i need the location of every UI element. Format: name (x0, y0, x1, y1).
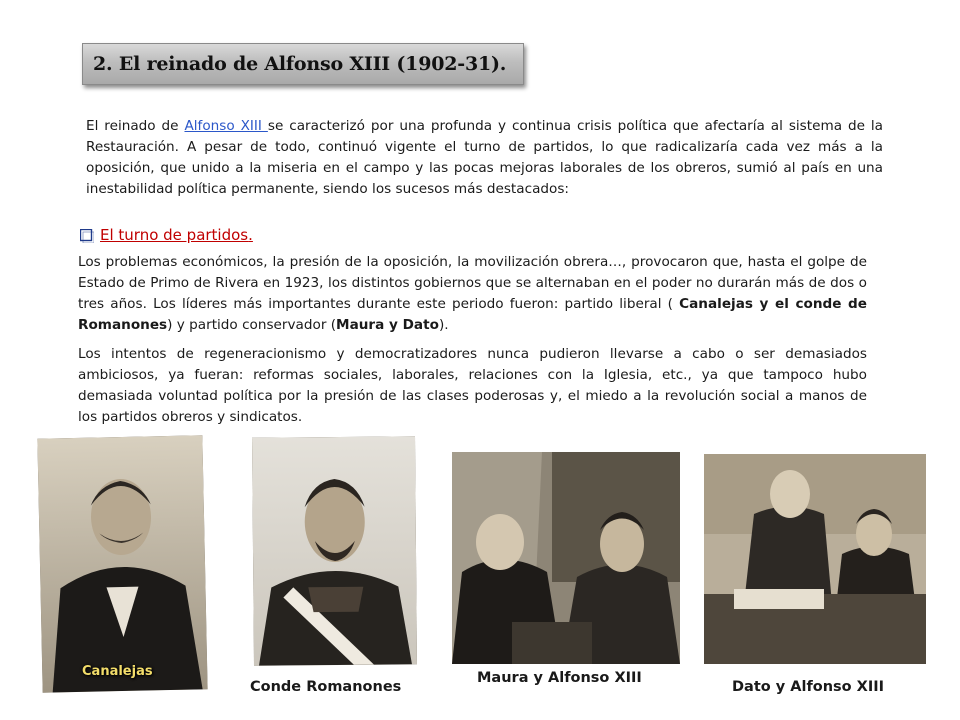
caption-canalejas: Canalejas (82, 664, 153, 679)
caption-romanones: Conde Romanones (250, 679, 402, 695)
checkbox-bullet-icon (80, 228, 94, 242)
photo-romanones (252, 436, 417, 665)
intro-prefix: El reinado de (86, 118, 185, 134)
paragraph-regeneration: Los intentos de regeneracionismo y democratizadores nunca pudieron llevarse a cabo o ser demasiados ambiciosos, ya fueran: reformas sociales, laborales, relaciones con la Iglesia, etc., ya que tampoco hubo demasiada voluntad política por la presión de las clases poderosas y, el miedo a la revolución social a manos de los partidos obreros y sindicatos. (78, 346, 867, 425)
photo-canalejas (37, 435, 207, 692)
section-heading (80, 226, 253, 244)
section-title: El turno de partidos. (100, 226, 253, 244)
title-banner (82, 43, 524, 85)
caption-dato-alfonso: Dato y Alfonso XIII (732, 679, 885, 695)
page-title: 2. El reinado de Alfonso XIII (1902-31). (93, 53, 507, 75)
liberal-leaders: Canalejas y el conde de Romanones (78, 296, 867, 333)
photo-dato-alfonso (704, 454, 926, 664)
photo-maura-alfonso (452, 452, 680, 664)
alfonso-xiii-link[interactable]: Alfonso XIII (184, 118, 268, 134)
intro-text: se caracterizó por una profunda y continua crisis política que afectaría al sistema de la Restauración. A pesar de todo, continuó vigente el turno de partidos, lo que radicalizaría cada vez más a la oposición, que unido a la miseria en el campo y las pocas mejoras laborales de los obreros, sumió al país en una inestabilidad política permanente, siendo los sucesos más destacados: (86, 118, 883, 197)
conservative-leaders: Maura y Dato (336, 317, 439, 333)
paragraph-leaders: Los problemas económicos, la presión de la oposición, la movilización obrera…, provocaron que, hasta el golpe de Estado de Primo de Rivera en 1923, los distintos gobiernos que se alternaban en el poder no durarán más de dos o tres años. Los líderes más importantes durante este periodo fueron: partido liberal ( Canalejas y el conde de Romanones) y partido conservador (Maura y Dato). (78, 254, 867, 333)
caption-maura-alfonso: Maura y Alfonso XIII (477, 670, 642, 686)
intro-paragraph (86, 116, 883, 200)
